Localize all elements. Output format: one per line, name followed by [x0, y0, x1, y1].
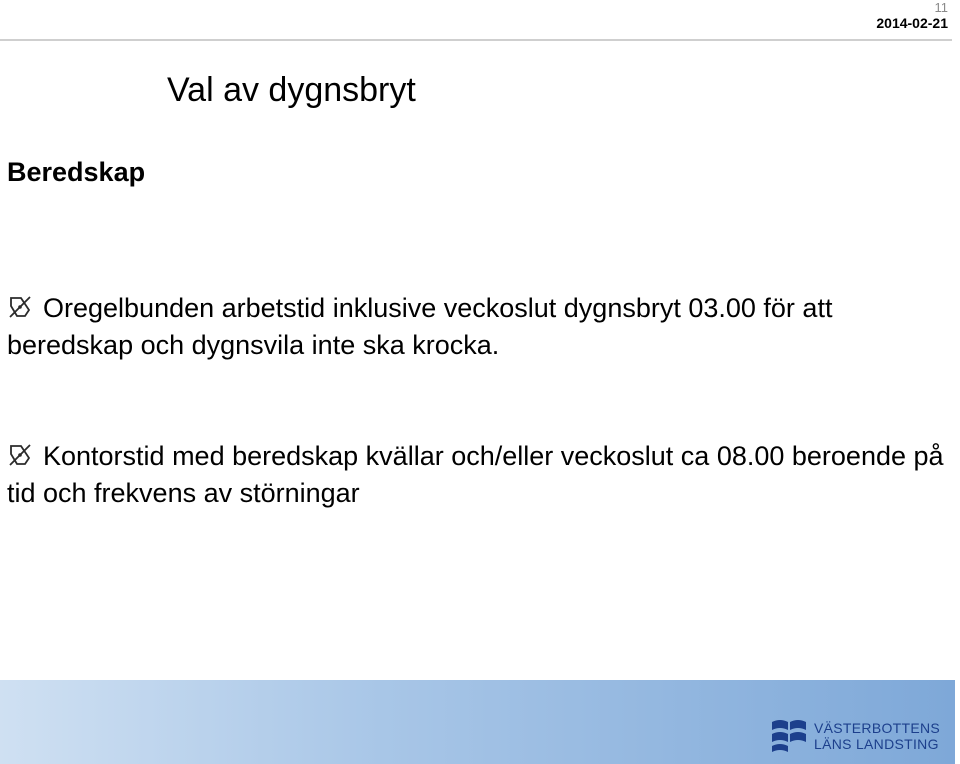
- date-label: 2014-02-21: [876, 15, 948, 31]
- pen-nib-icon: [7, 442, 33, 468]
- organization-logo: [770, 712, 940, 760]
- header-divider: [0, 39, 952, 41]
- section-label: Beredskap: [7, 157, 146, 187]
- bullet-item: [7, 438, 947, 512]
- logo-line-1: VÄSTERBOTTENS: [814, 720, 941, 736]
- bullet-item: [7, 290, 947, 364]
- logo-text: [814, 720, 940, 752]
- page-number: 11: [934, 0, 948, 15]
- logo-line-2: LÄNS LANDSTING: [814, 736, 939, 752]
- slide-title: Val av dygnsbryt: [167, 71, 416, 109]
- bullet-text: Oregelbunden arbetstid inklusive veckoslut dygnsbryt 03.00 för att beredskap och dygnsvila inte ska krocka.: [7, 293, 833, 360]
- logo-mark: [770, 716, 808, 754]
- bullet-text: Kontorstid med beredskap kvällar och/eller veckoslut ca 08.00 beroende på tid och frekvens av störningar: [7, 441, 944, 508]
- pen-nib-icon: [7, 294, 33, 320]
